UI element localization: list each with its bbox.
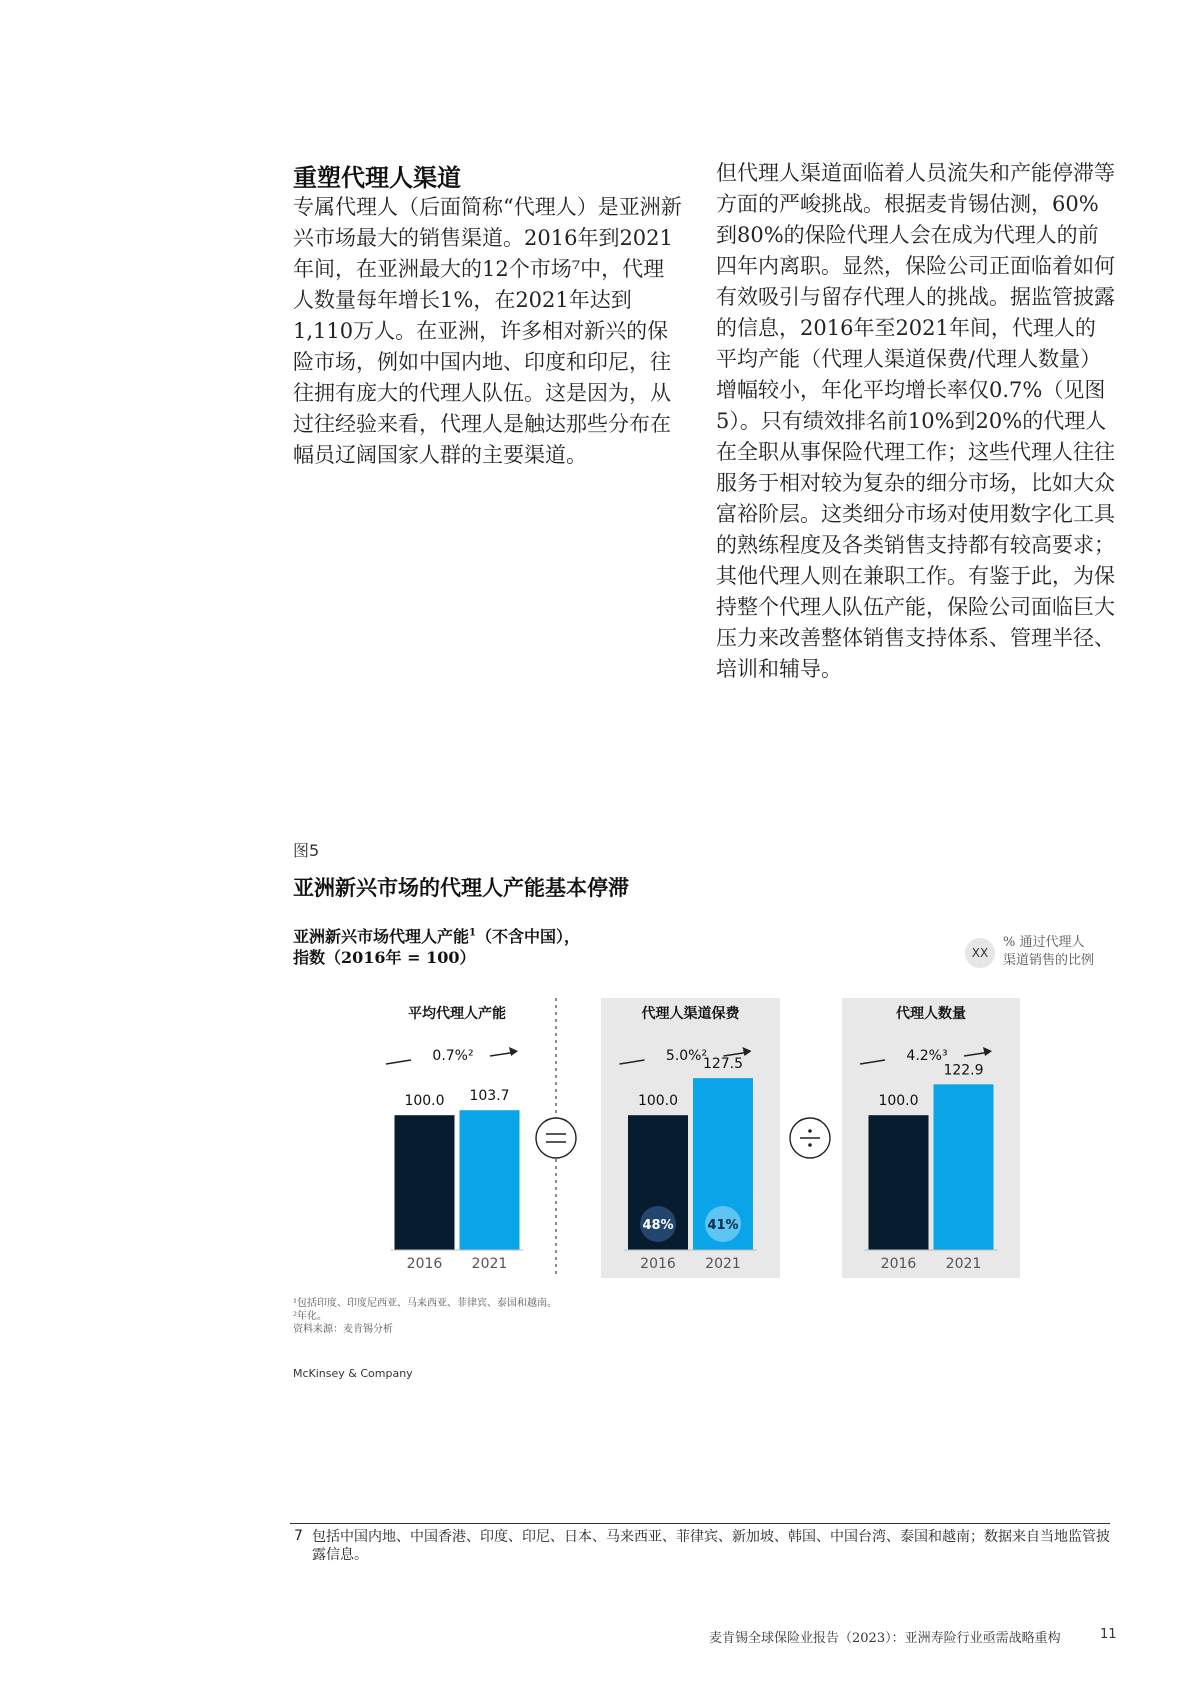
subtitle-line1-end: （不含中国）， — [475, 927, 580, 946]
bar-value-label: 127.5 — [702, 1056, 744, 1073]
share-badge-label: 48% — [642, 1218, 674, 1233]
divide-icon-dot-top — [808, 1129, 812, 1133]
x-tick-label: 2016 — [640, 1256, 676, 1272]
divide-icon-dot-bottom — [808, 1143, 812, 1147]
brand-name: McKinsey & Company — [293, 1367, 413, 1380]
legend-marker: XX — [965, 938, 995, 968]
x-tick-label: 2016 — [880, 1256, 917, 1272]
bar-value-label: 100.0 — [637, 1093, 679, 1110]
subtitle-line1: 亚洲新兴市场代理人产能 — [293, 927, 470, 946]
panel-title: 代理人渠道保费 — [641, 1006, 740, 1022]
right-paragraph: 但代理人渠道面临着人员流失和产能停滞等方面的严峻挑战。根据麦肯锡估测，60%到80%的保险代理人会在成为代理人的前四年内离职。显然，保险公司正面临着如何有效吸引与留存代理人的挑战。据监管披露的信息，2016年至2021年间，代理人的平均产能（代理人渠道保费/代理人数量）增幅较小，年化平均增长率仅0.7%（见图5）。只有绩效排名前10%到20%的代理人在全职从事保险代理工作；这些代理人往往服务于相对较为复杂的细分市场，比如大众富裕阶层。这类细分市场对使用数字化工具的熟练程度及各类销售支持都有较高要求；其他代理人则在兼职工作。有鉴于此，为保持整个代理人队伍产能，保险公司面临巨大压力来改善整体销售支持体系、管理半径、培训和辅导。 — [716, 161, 1115, 681]
equals-icon — [536, 1118, 576, 1158]
bar-2021 — [934, 1084, 994, 1250]
bar-value-label: 100.0 — [404, 1093, 445, 1110]
x-tick-label: 2021 — [945, 1256, 982, 1272]
chart-note-1: ¹包括印度、印度尼西亚、马来西亚、菲律宾、泰国和越南。 — [293, 1298, 558, 1309]
chart-note-2: ²年化。 — [293, 1311, 328, 1322]
bar-value-label: 103.7 — [469, 1088, 510, 1105]
footnote-rule — [290, 1523, 1110, 1524]
bar-2016 — [869, 1115, 929, 1250]
panel-title: 平均代理人产能 — [408, 1006, 506, 1022]
bar-2021 — [460, 1110, 520, 1250]
legend-text-line1: % 通过代理人 — [1003, 935, 1085, 950]
chart-source: 资料来源：麦肯锡分析 — [293, 1324, 393, 1335]
growth-arrow-head — [509, 1047, 518, 1056]
bar-value-label: 100.0 — [878, 1093, 919, 1110]
panel-title: 代理人数量 — [896, 1006, 966, 1022]
left-paragraph: 专属代理人（后面简称“代理人）是亚洲新兴市场最大的销售渠道。2016年到2021年间，在亚洲最大的12个市场⁷中，代理人数量每年增长1%，在2021年达到1,110万人。在亚洲，许多相对新兴的保险市场，例如中国内地、印度和印尼，往往拥有庞大的代理人队伍。这是因为，从过往经验来看，代理人是触达那些分布在幅员辽阔国家人群的主要渠道。 — [293, 195, 682, 467]
figure-title: 亚洲新兴市场的代理人产能基本停滞 — [293, 875, 629, 900]
x-tick-label: 2021 — [705, 1256, 741, 1272]
bar-2016 — [395, 1115, 455, 1250]
panel-background — [601, 998, 780, 1278]
bar-value-label: 122.9 — [943, 1062, 984, 1079]
footnote-number: 7 — [294, 1528, 303, 1544]
running-title: 麦肯锡全球保险业报告（2023）：亚洲寿险行业亟需战略重构 — [709, 1631, 1061, 1646]
growth-dash — [386, 1060, 411, 1064]
x-tick-label: 2016 — [406, 1256, 443, 1272]
page-number: 11 — [1100, 1627, 1117, 1642]
section-title: 重塑代理人渠道 — [293, 163, 461, 192]
chart-notes — [293, 1297, 557, 1336]
share-badge-label: 41% — [707, 1218, 739, 1233]
growth-label: 5.0%² — [665, 1048, 708, 1064]
figure-label: 图5 — [293, 841, 320, 860]
subtitle-sup: 1 — [469, 927, 476, 939]
legend-text-line2: 渠道销售的比例 — [1003, 953, 1095, 968]
footnote-text: 包括中国内地、中国香港、印度、印尼、日本、马来西亚、菲律宾、新加坡、韩国、中国台湾、泰国和越南；数据来自当地监管披露信息。 — [312, 1529, 1110, 1563]
growth-label: 4.2%³ — [906, 1048, 948, 1064]
x-tick-label: 2021 — [471, 1256, 508, 1272]
subtitle-line2: 指数（2016年 = 100） — [293, 948, 476, 967]
growth-label: 0.7%² — [432, 1048, 474, 1064]
